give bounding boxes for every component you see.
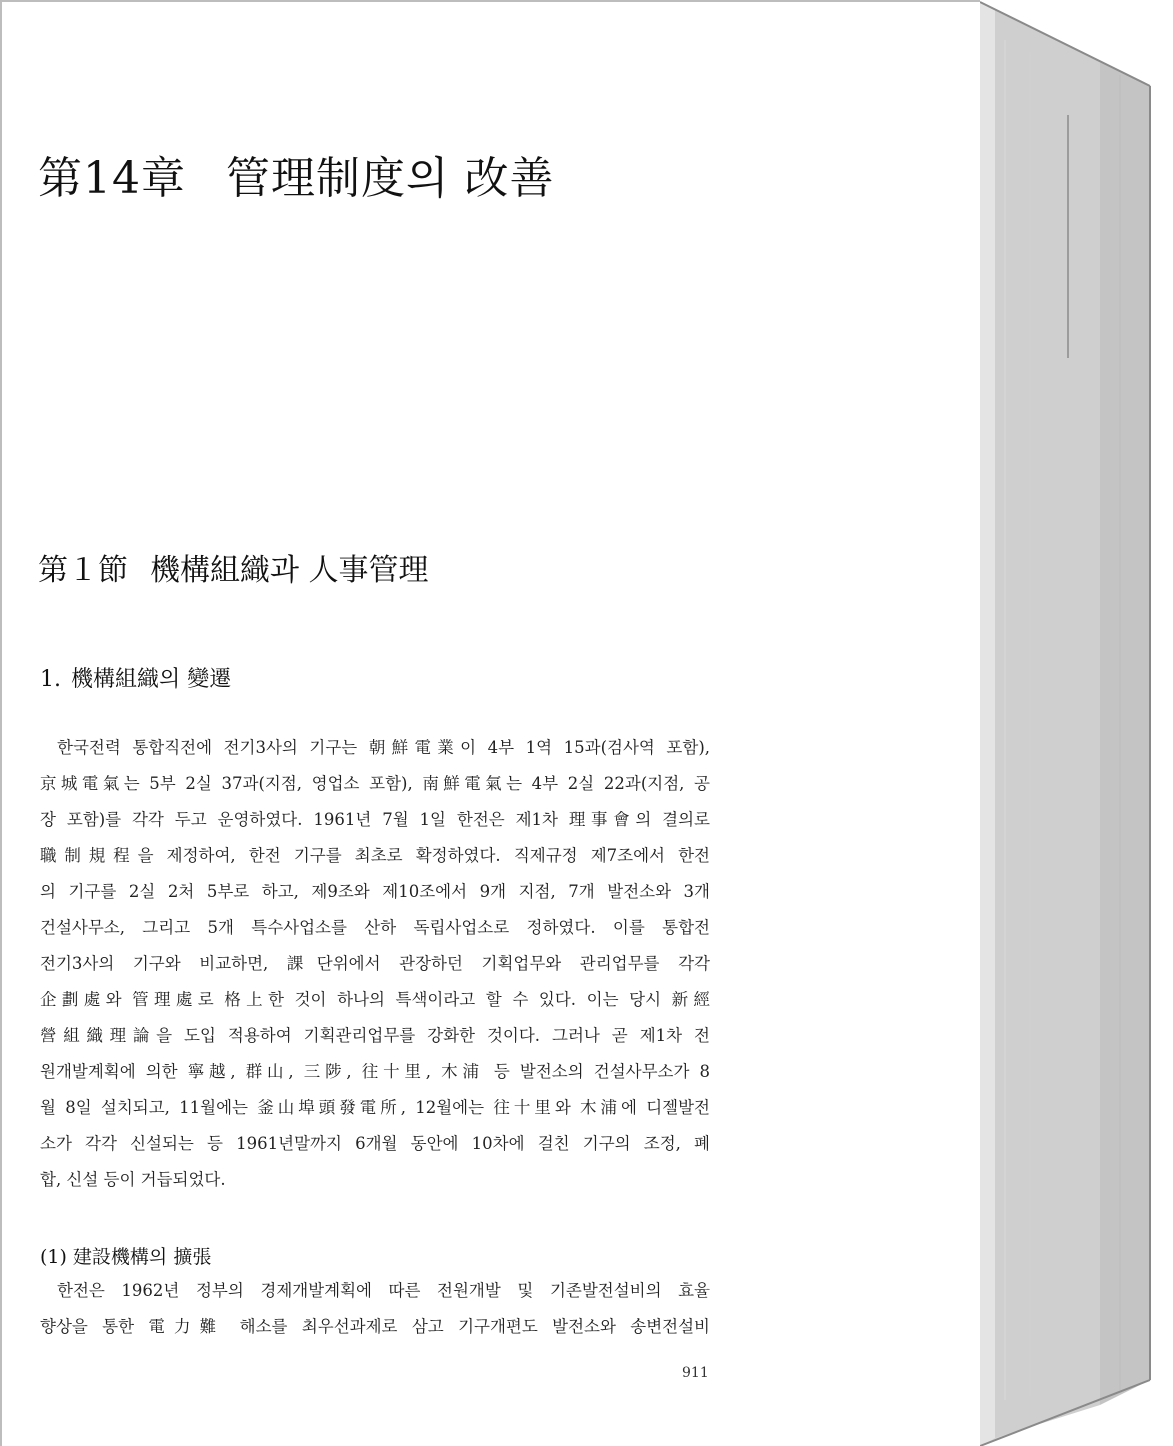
paragraph-line: 營組織理論을 도입 적용하여 기획관리업무를 강화한 것이다. 그러나 곧 제1차 전 bbox=[40, 1026, 710, 1045]
section-title: 機構組織과 人事管理 bbox=[150, 553, 429, 588]
paragraph-line: 건설사무소, 그리고 5개 특수사업소를 산하 독립사업소로 정하였다. 이를 통합전 bbox=[40, 918, 710, 937]
paragraph-line: 합, 신설 등이 거듭되었다. bbox=[40, 1170, 226, 1189]
paragraph-line: 소가 각각 신설되는 등 1961년말까지 6개월 동안에 10차에 걸친 기구의 조정, 폐 bbox=[40, 1134, 710, 1153]
paragraph-line: 한국전력 통합직전에 전기3사의 기구는 朝鮮電業이 4부 1역 15과(검사역 포함), bbox=[57, 738, 710, 757]
body-paragraph-2 bbox=[40, 1273, 710, 1345]
chapter-number: 第14章 bbox=[38, 153, 186, 204]
chapter-heading bbox=[38, 142, 555, 206]
subsubsection-title: 建設機構의 擴張 bbox=[72, 1246, 212, 1268]
paragraph-line: 企劃處와 管理處로 格上한 것이 하나의 특색이라고 할 수 있다. 이는 당시 新經 bbox=[40, 990, 710, 1009]
subsection-number: 1. bbox=[40, 667, 61, 692]
paragraph-line: 향상을 통한 電力難 해소를 최우선과제로 삼고 기구개편도 발전소와 송변전설비 bbox=[40, 1317, 710, 1336]
paragraph-line: 職制規程을 제정하여, 한전 기구를 최초로 확정하였다. 직제규정 제7조에서 한전 bbox=[40, 846, 710, 865]
paragraph-line: 전기3사의 기구와 비교하면, 課단위에서 관장하던 기획업무와 관리업무를 각각 bbox=[40, 954, 710, 973]
paragraph-line: 월 8일 설치되고, 11월에는 釜山埠頭發電所, 12월에는 往十里와 木浦에 디젤발전 bbox=[40, 1098, 710, 1117]
paragraph-line: 의 기구를 2실 2처 5부로 하고, 제9조와 제10조에서 9개 지점, 7개 발전소와 3개 bbox=[40, 882, 710, 901]
subsubsection-heading bbox=[40, 1242, 211, 1269]
paragraph-line: 원개발계획에 의한 寧越, 群山, 三陟, 往十里, 木浦 등 발전소의 건설사무소가 8 bbox=[40, 1062, 710, 1081]
section-number: 第１節 bbox=[38, 553, 128, 588]
page-number: 911 bbox=[682, 1365, 709, 1381]
subsection-heading bbox=[40, 662, 231, 693]
paragraph-line: 京城電氣는 5부 2실 37과(지점, 영업소 포함), 南鮮電氣는 4부 2실 22과(지점, 공 bbox=[40, 774, 710, 793]
body-paragraph-1 bbox=[40, 730, 710, 1198]
subsubsection-number: (1) bbox=[40, 1246, 67, 1268]
chapter-title: 管理制度의 改善 bbox=[226, 153, 555, 204]
paragraph-line: 장 포함)를 각각 두고 운영하였다. 1961년 7월 1일 한전은 제1차 理事會의 결의로 bbox=[40, 810, 710, 829]
subsection-title: 機構組織의 變遷 bbox=[71, 667, 232, 692]
section-heading bbox=[38, 545, 429, 589]
paragraph-line: 한전은 1962년 정부의 경제개발계획에 따른 전원개발 및 기존발전설비의 효율 bbox=[57, 1281, 710, 1300]
